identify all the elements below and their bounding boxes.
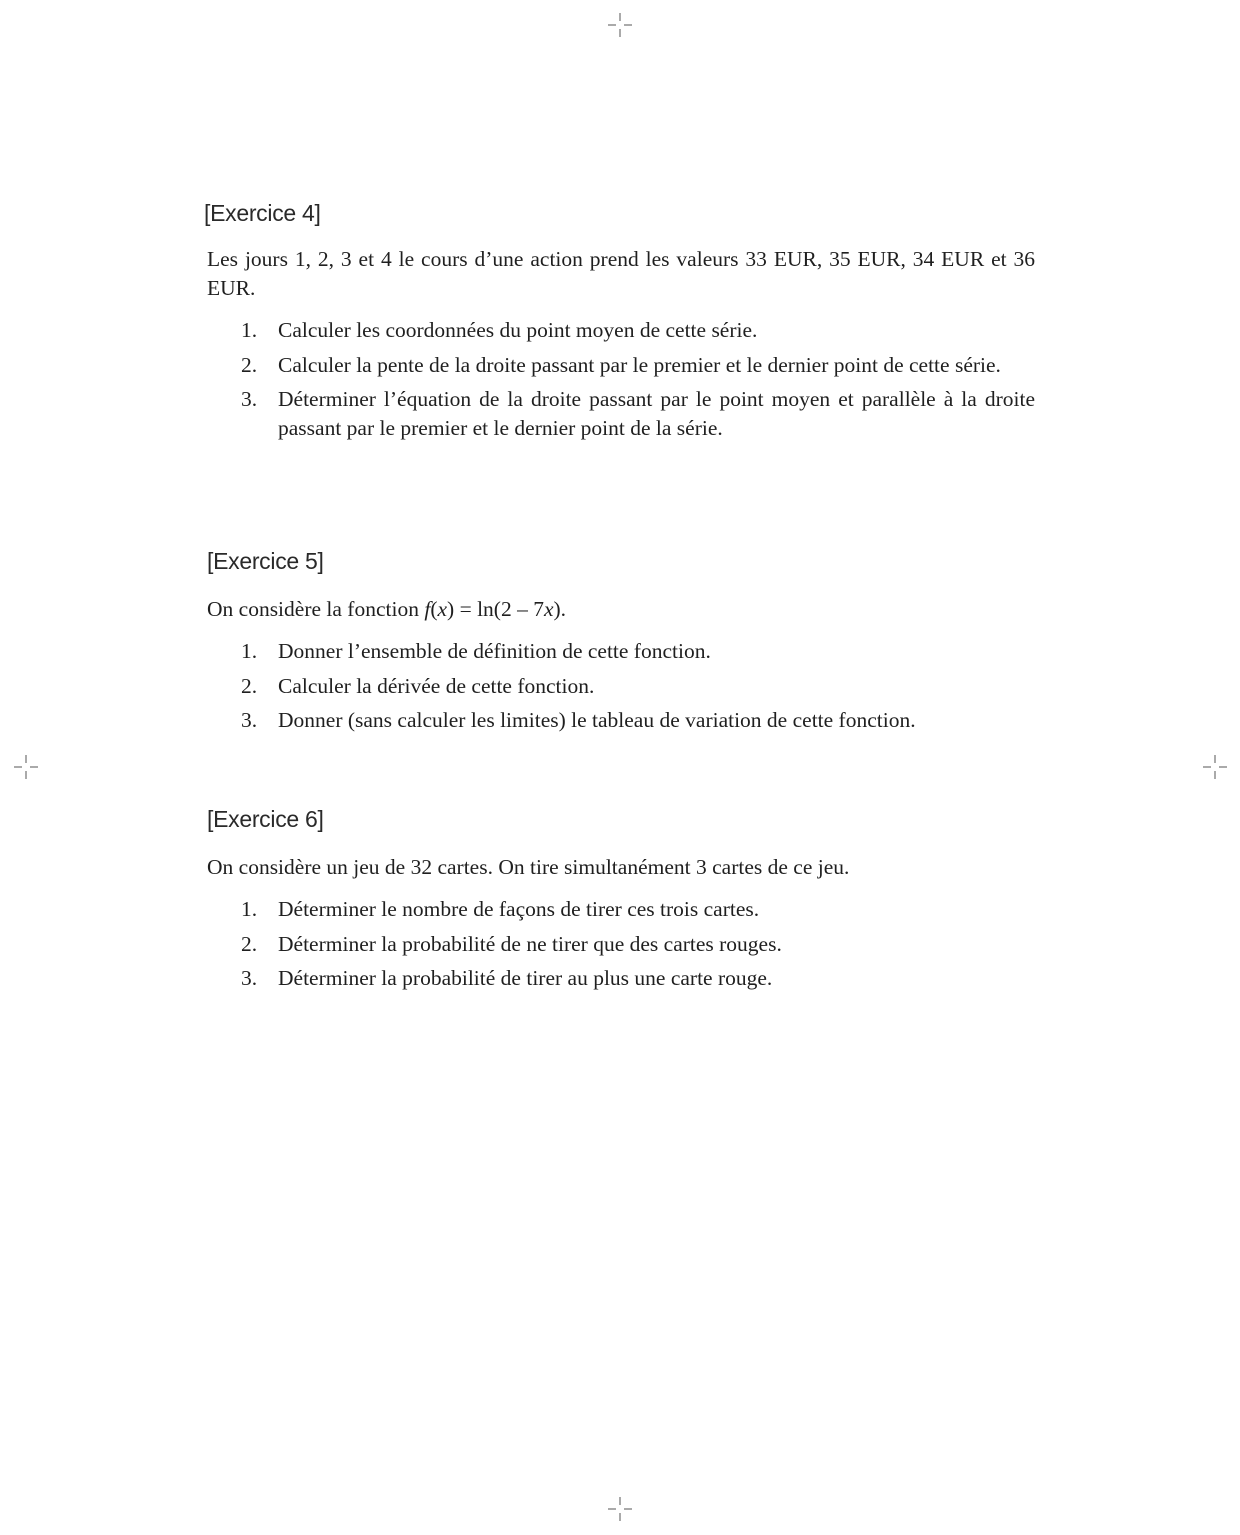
question-item: [207, 637, 1035, 666]
statement-prefix: On considère la fonction: [207, 597, 425, 621]
question-number: 2.: [241, 931, 258, 956]
question-text: Calculer les coordonnées du point moyen de cette série.: [278, 318, 758, 342]
variable-x: x: [543, 597, 554, 621]
question-item: [207, 895, 1035, 924]
question-number: 2.: [241, 352, 258, 377]
question-text: Calculer la pente de la droite passant par le premier et le dernier point de cette série.: [278, 352, 1001, 377]
question-number: 1.: [241, 897, 258, 921]
question-list: [207, 637, 1035, 735]
exercise-4: [204, 199, 1035, 449]
question-number: 2.: [241, 673, 258, 698]
question-item: [204, 316, 1035, 345]
question-list: [207, 895, 1035, 993]
question-item: [207, 672, 1035, 701]
question-item: [207, 930, 1035, 959]
question-number: 3.: [241, 708, 258, 732]
question-item: [204, 385, 1035, 443]
exercise-statement: [207, 595, 1035, 624]
crop-mark-top-icon: [606, 11, 634, 39]
crop-mark-right-icon: [1201, 753, 1229, 781]
question-number: 1.: [241, 318, 258, 342]
question-list: [204, 316, 1035, 443]
question-text: Donner (sans calculer les limites) le tableau de variation de cette fonction.: [278, 708, 916, 732]
question-number: 1.: [241, 639, 258, 663]
question-text: Déterminer la probabilité de ne tirer que des cartes rouges.: [278, 931, 782, 956]
question-text: Déterminer l’équation de la droite passant par le point moyen et parallèle à la droite passant par le premier et le dernier point de la série.: [278, 387, 1035, 440]
question-text: Calculer la dérivée de cette fonction.: [278, 673, 595, 698]
question-text: Donner l’ensemble de définition de cette fonction.: [278, 639, 711, 663]
statement-mid: ) = ln(2 – 7: [447, 597, 544, 621]
question-item: [207, 706, 1035, 735]
exercise-6: [207, 805, 1035, 999]
question-text: Déterminer le nombre de façons de tirer ces trois cartes.: [278, 897, 760, 921]
function-name: f: [424, 597, 431, 621]
exercise-title: [Exercice 6]: [207, 806, 324, 832]
exercise-title: [Exercice 5]: [207, 548, 324, 574]
exercise-title: [Exercice 4]: [204, 200, 321, 226]
crop-mark-bottom-icon: [606, 1495, 634, 1523]
variable-x: x: [437, 597, 448, 621]
exercise-statement: On considère un jeu de 32 cartes. On tire simultanément 3 cartes de ce jeu.: [207, 855, 850, 879]
question-number: 3.: [241, 966, 258, 990]
statement-open: (: [430, 597, 438, 621]
question-item: [207, 964, 1035, 993]
statement-end: ).: [553, 597, 567, 621]
question-item: [204, 351, 1035, 380]
crop-mark-left-icon: [12, 753, 40, 781]
question-text: Déterminer la probabilité de tirer au plus une carte rouge.: [278, 966, 773, 990]
exercise-5: [207, 547, 1035, 741]
question-number: 3.: [241, 387, 258, 411]
exercise-statement: Les jours 1, 2, 3 et 4 le cours d’une action prend les valeurs 33 EUR, 35 EUR, 34 EUR et 36 EUR.: [207, 247, 1035, 300]
